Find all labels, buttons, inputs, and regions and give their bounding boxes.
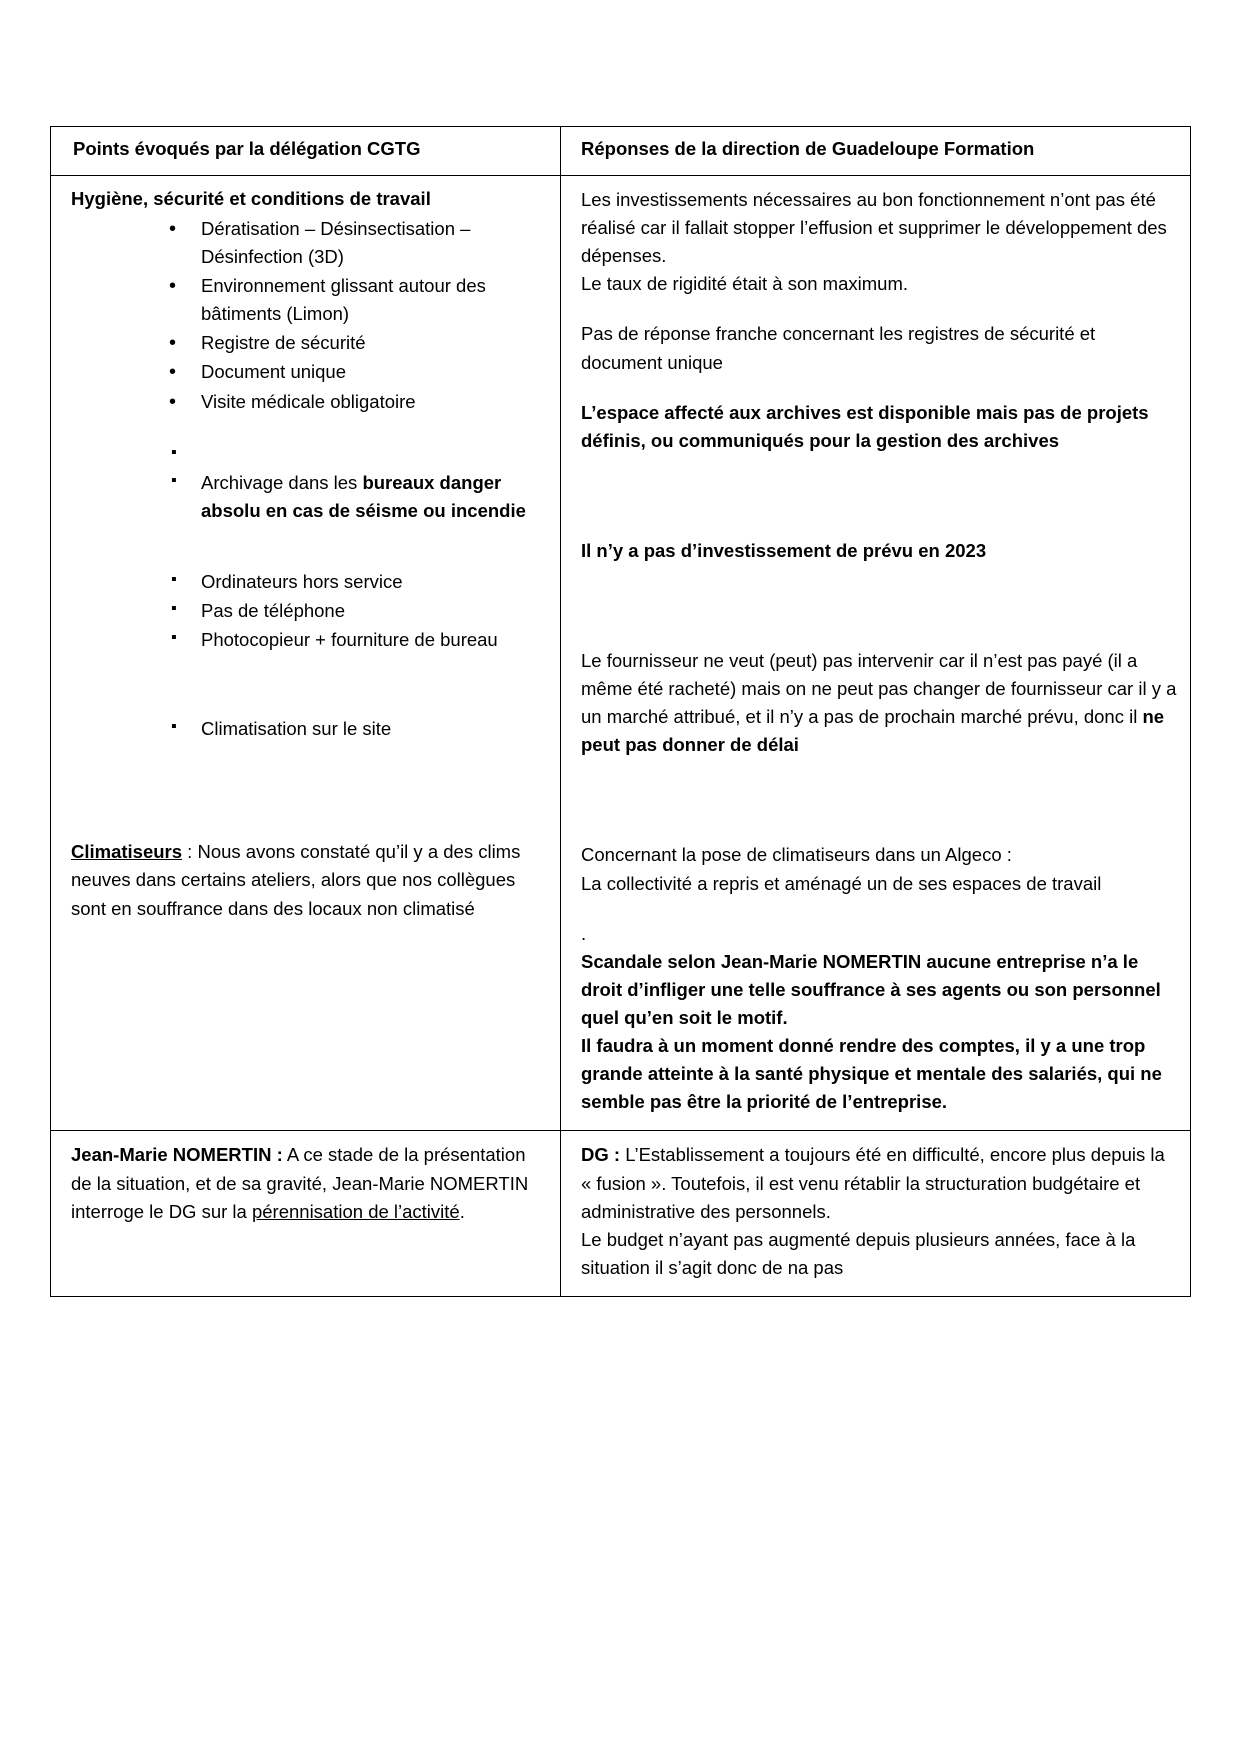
spacer <box>573 759 1178 807</box>
answer-paragraph-dot: . <box>581 922 587 944</box>
spacer <box>63 804 548 838</box>
climatiseurs-label: Climatiseurs <box>71 841 183 863</box>
speaker-label-nomertin: Jean-Marie NOMERTIN : <box>71 1144 283 1166</box>
spacer <box>63 655 548 715</box>
answer-paragraph-rigidity: Le taux de rigidité était à son maximum. <box>581 273 908 295</box>
bullet-list-equipment <box>63 568 548 654</box>
paragraph-climatiseurs <box>63 838 548 922</box>
statement-dg-text-a: L’Establissement a toujours été en difficulté, encore plus depuis la « fusion ». Toutefois, il est venu rétablir la structuration budgétaire et administrative des personnels. <box>581 1144 1165 1222</box>
table-header-cell-right <box>561 127 1191 176</box>
row1-cell-left <box>51 176 561 1131</box>
table-row <box>51 176 1191 1131</box>
meeting-minutes-table <box>50 126 1191 1297</box>
spacer <box>573 455 1178 503</box>
list-item-empty <box>163 441 548 468</box>
answer-paragraph-scandale: Scandale selon Jean-Marie NOMERTIN aucune entreprise n’a le droit d’infliger une telle souffrance à ses agents ou son personnel quel qu’en soit le motif. <box>581 950 1161 1029</box>
spacer <box>573 807 1178 841</box>
list-item: ▪ Climatisation sur le site <box>163 715 548 743</box>
statement-nomertin-text-a: A ce stade de la présentation de la situation, et de sa gravité, Jean-Marie NOMERTIN interroge le DG sur la <box>71 1144 529 1222</box>
spacer <box>573 565 1178 613</box>
column-header-management-answers: Réponses de la direction de Guadeloupe Formation <box>581 138 1035 159</box>
spacer <box>573 503 1178 537</box>
row2-cell-left <box>51 1131 561 1297</box>
spacer <box>63 744 548 804</box>
spacer <box>573 898 1178 920</box>
list-item: • Environnement glissant autour des bâtiments (Limon) <box>163 272 548 328</box>
list-item: • Document unique <box>163 358 548 386</box>
statement-nomertin-text-underline: pérennisation de l’activité <box>251 1200 460 1222</box>
speaker-label-dg: DG : <box>581 1144 621 1166</box>
archivage-text-prefix: Archivage dans les <box>201 471 363 493</box>
statement-nomertin <box>63 1141 548 1225</box>
list-item: ▪ Photocopieur + fourniture de bureau <box>163 626 548 654</box>
answer-paragraph-archives: L’espace affecté aux archives est disponible mais pas de projets définis, ou communiqués pour la gestion des archives <box>581 401 1149 451</box>
climatiseurs-text: : Nous avons constaté qu’il y a des clims neuves dans certains ateliers, alors que nos collègues sont en souffrance dans des locaux non climatisé <box>71 841 521 919</box>
spacer <box>573 613 1178 647</box>
list-item: • Visite médicale obligatoire <box>163 388 548 416</box>
list-item-archivage <box>163 469 548 525</box>
answer-paragraph-algeco: Concernant la pose de climatiseurs dans un Algeco : <box>581 844 1012 866</box>
table-header-cell-left <box>51 127 561 176</box>
statement-nomertin-text-b: . <box>459 1200 465 1222</box>
list-item: ▪ Ordinateurs hors service <box>163 568 548 596</box>
answer-paragraph-investment-2023: Il n’y a pas d’investissement de prévu en 2023 <box>581 539 987 561</box>
answer-paragraph-collectivite: La collectivité a repris et aménagé un de ses espaces de travail <box>581 872 1102 894</box>
row2-cell-right <box>561 1131 1191 1297</box>
bullet-list-climatisation <box>63 715 548 743</box>
supplier-text-part1: Le fournisseur ne veut (peut) pas intervenir car il n’est pas payé (il a même été racheté) mais on ne peut pas changer de fournisseur car il y a un marché attribué, et il n’y a pas de prochain marché prévu, donc il <box>581 650 1177 728</box>
spacer <box>573 298 1178 320</box>
bullet-list-archivage <box>63 441 548 525</box>
answer-paragraph-registers: Pas de réponse franche concernant les registres de sécurité et document unique <box>581 323 1096 373</box>
bullet-list-hygiene <box>63 215 548 416</box>
spacer <box>573 377 1178 399</box>
statement-dg <box>573 1141 1178 1225</box>
answer-paragraph-investments: Les investissements nécessaires au bon fonctionnement n’ont pas été réalisé car il fallait stopper l’effusion et supprimer le développement des dépenses. <box>581 189 1167 267</box>
list-item: ▪ Pas de téléphone <box>163 597 548 625</box>
section-title-hygiene: Hygiène, sécurité et conditions de travail <box>71 188 431 210</box>
table-row <box>51 1131 1191 1297</box>
supplier-text-bold: ne peut pas donner de délai <box>581 706 1165 756</box>
statement-dg-continued: Le budget n’ayant pas augmenté depuis plusieurs années, face à la situation il s’agit donc de na pas <box>581 1228 1136 1278</box>
answer-paragraph-comptes: Il faudra à un moment donné rendre des comptes, il y a une trop grande atteinte à la santé physique et mentale des salariés, qui ne semble pas être la priorité de l’entreprise. <box>581 1035 1162 1113</box>
row1-cell-right <box>561 176 1191 1131</box>
spacer <box>63 417 548 441</box>
answer-paragraph-supplier <box>573 647 1178 759</box>
column-header-union-points: Points évoqués par la délégation CGTG <box>73 138 421 159</box>
list-item: • Registre de sécurité <box>163 329 548 357</box>
list-item: • Dératisation – Désinsectisation – Désinfection (3D) <box>163 215 548 271</box>
archivage-text-bold: bureaux danger absolu en cas de séisme ou incendie <box>201 471 526 521</box>
table-header-row <box>51 127 1191 176</box>
spacer <box>63 526 548 568</box>
